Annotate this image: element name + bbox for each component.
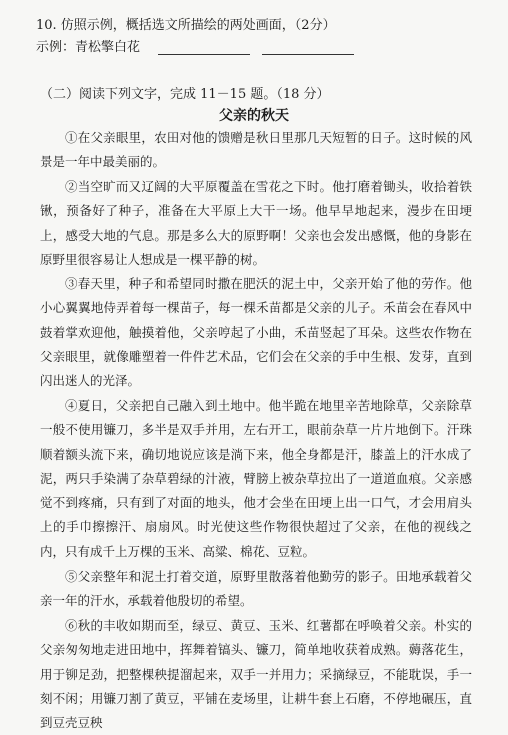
question-10-prompt: 10. 仿照示例，概括选文所描绘的两处画面，（2分）: [36, 18, 336, 33]
paragraph-4: ④夏日，父亲把自己融入到土地中。他半跪在地里辛苦地除草，父亲除草一般不使用镰刀，多半是双手并用，左右开工，眼前杂草一片片地倒下。汗珠顺着额头流下来，确切地说应该是淌下来，他全身都是汗，膝盖上的汗水成了泥，两只手染满了杂草碧绿的汁液，臂膀上被杂草拉出了一道道血痕。父亲感觉不到疼痛，只有到了对面的地头，他才会坐在田埂上出一口气，才会用肩头上的手巾擦擦汗、扇扇风。时光使这些作物很快超过了父亲，在他的视线之内，只有成千上万棵的玉米、高粱、棉花、豆粒。: [40, 398, 472, 559]
paragraph-1: ①在父亲眼里，农田对他的馈赠是秋日里那几天短暂的日子。这时候的风景是一年中最美丽的。: [40, 130, 472, 170]
section-heading: （二）阅读下列文字，完成 11－15 题。（18 分）: [40, 87, 330, 102]
article-title: 父亲的秋天: [219, 108, 289, 124]
question-10-example: 示例：青松擎白花: [36, 40, 141, 55]
answer-blank-2[interactable]: [262, 42, 354, 55]
question-10-answer-row: [36, 36, 354, 55]
paragraph-2: ②当空旷而又辽阔的大平原覆盖在雪花之下时。他打磨着锄头，收拾着铁锹，预备好了种子，准备在大平原上大干一场。他早早地起来，漫步在田埂上，感受大地的气息。那是多么大的原野啊！父亲也会发出感慨，他的身影在原野里很容易让人想成是一棵平静的树。: [40, 179, 472, 267]
answer-blank-1[interactable]: [158, 42, 250, 55]
paragraph-5: ⑤父亲整年和泥土打着交道，原野里散落着他勤劳的影子。田地承载着父亲一年的汗水，承载着他殷切的希望。: [40, 569, 472, 609]
question-10: [36, 14, 336, 33]
paragraph-6: ⑥秋的丰收如期而至，绿豆、黄豆、玉米、红薯都在呼唤着父亲。朴实的父亲匆匆地走进田地中，挥舞着镐头、镰刀，简单地收获着成熟。薅落花生，用于铆足劲，把整棵秧提溜起来，双手一并用力；采摘绿豆，不能耽误，手一刻不闲；用镰刀割了黄豆，平铺在麦场里，让耕牛套上石磨，不停地碾压，直到豆壳豆秧: [40, 618, 472, 731]
paragraph-3: ③春天里，种子和希望同时撒在肥沃的泥土中，父亲开始了他的劳作。他小心翼翼地侍弄着每一棵苗子，每一棵禾苗都是父亲的儿子。禾苗会在春风中鼓着掌欢迎他，触摸着他，父亲哼起了小曲，禾苗竖起了耳朵。这些农作物在父亲眼里，就像雕塑着一件件艺术品，它们会在父亲的手中生根、发芽，直到闪出迷人的光泽。: [40, 276, 472, 389]
